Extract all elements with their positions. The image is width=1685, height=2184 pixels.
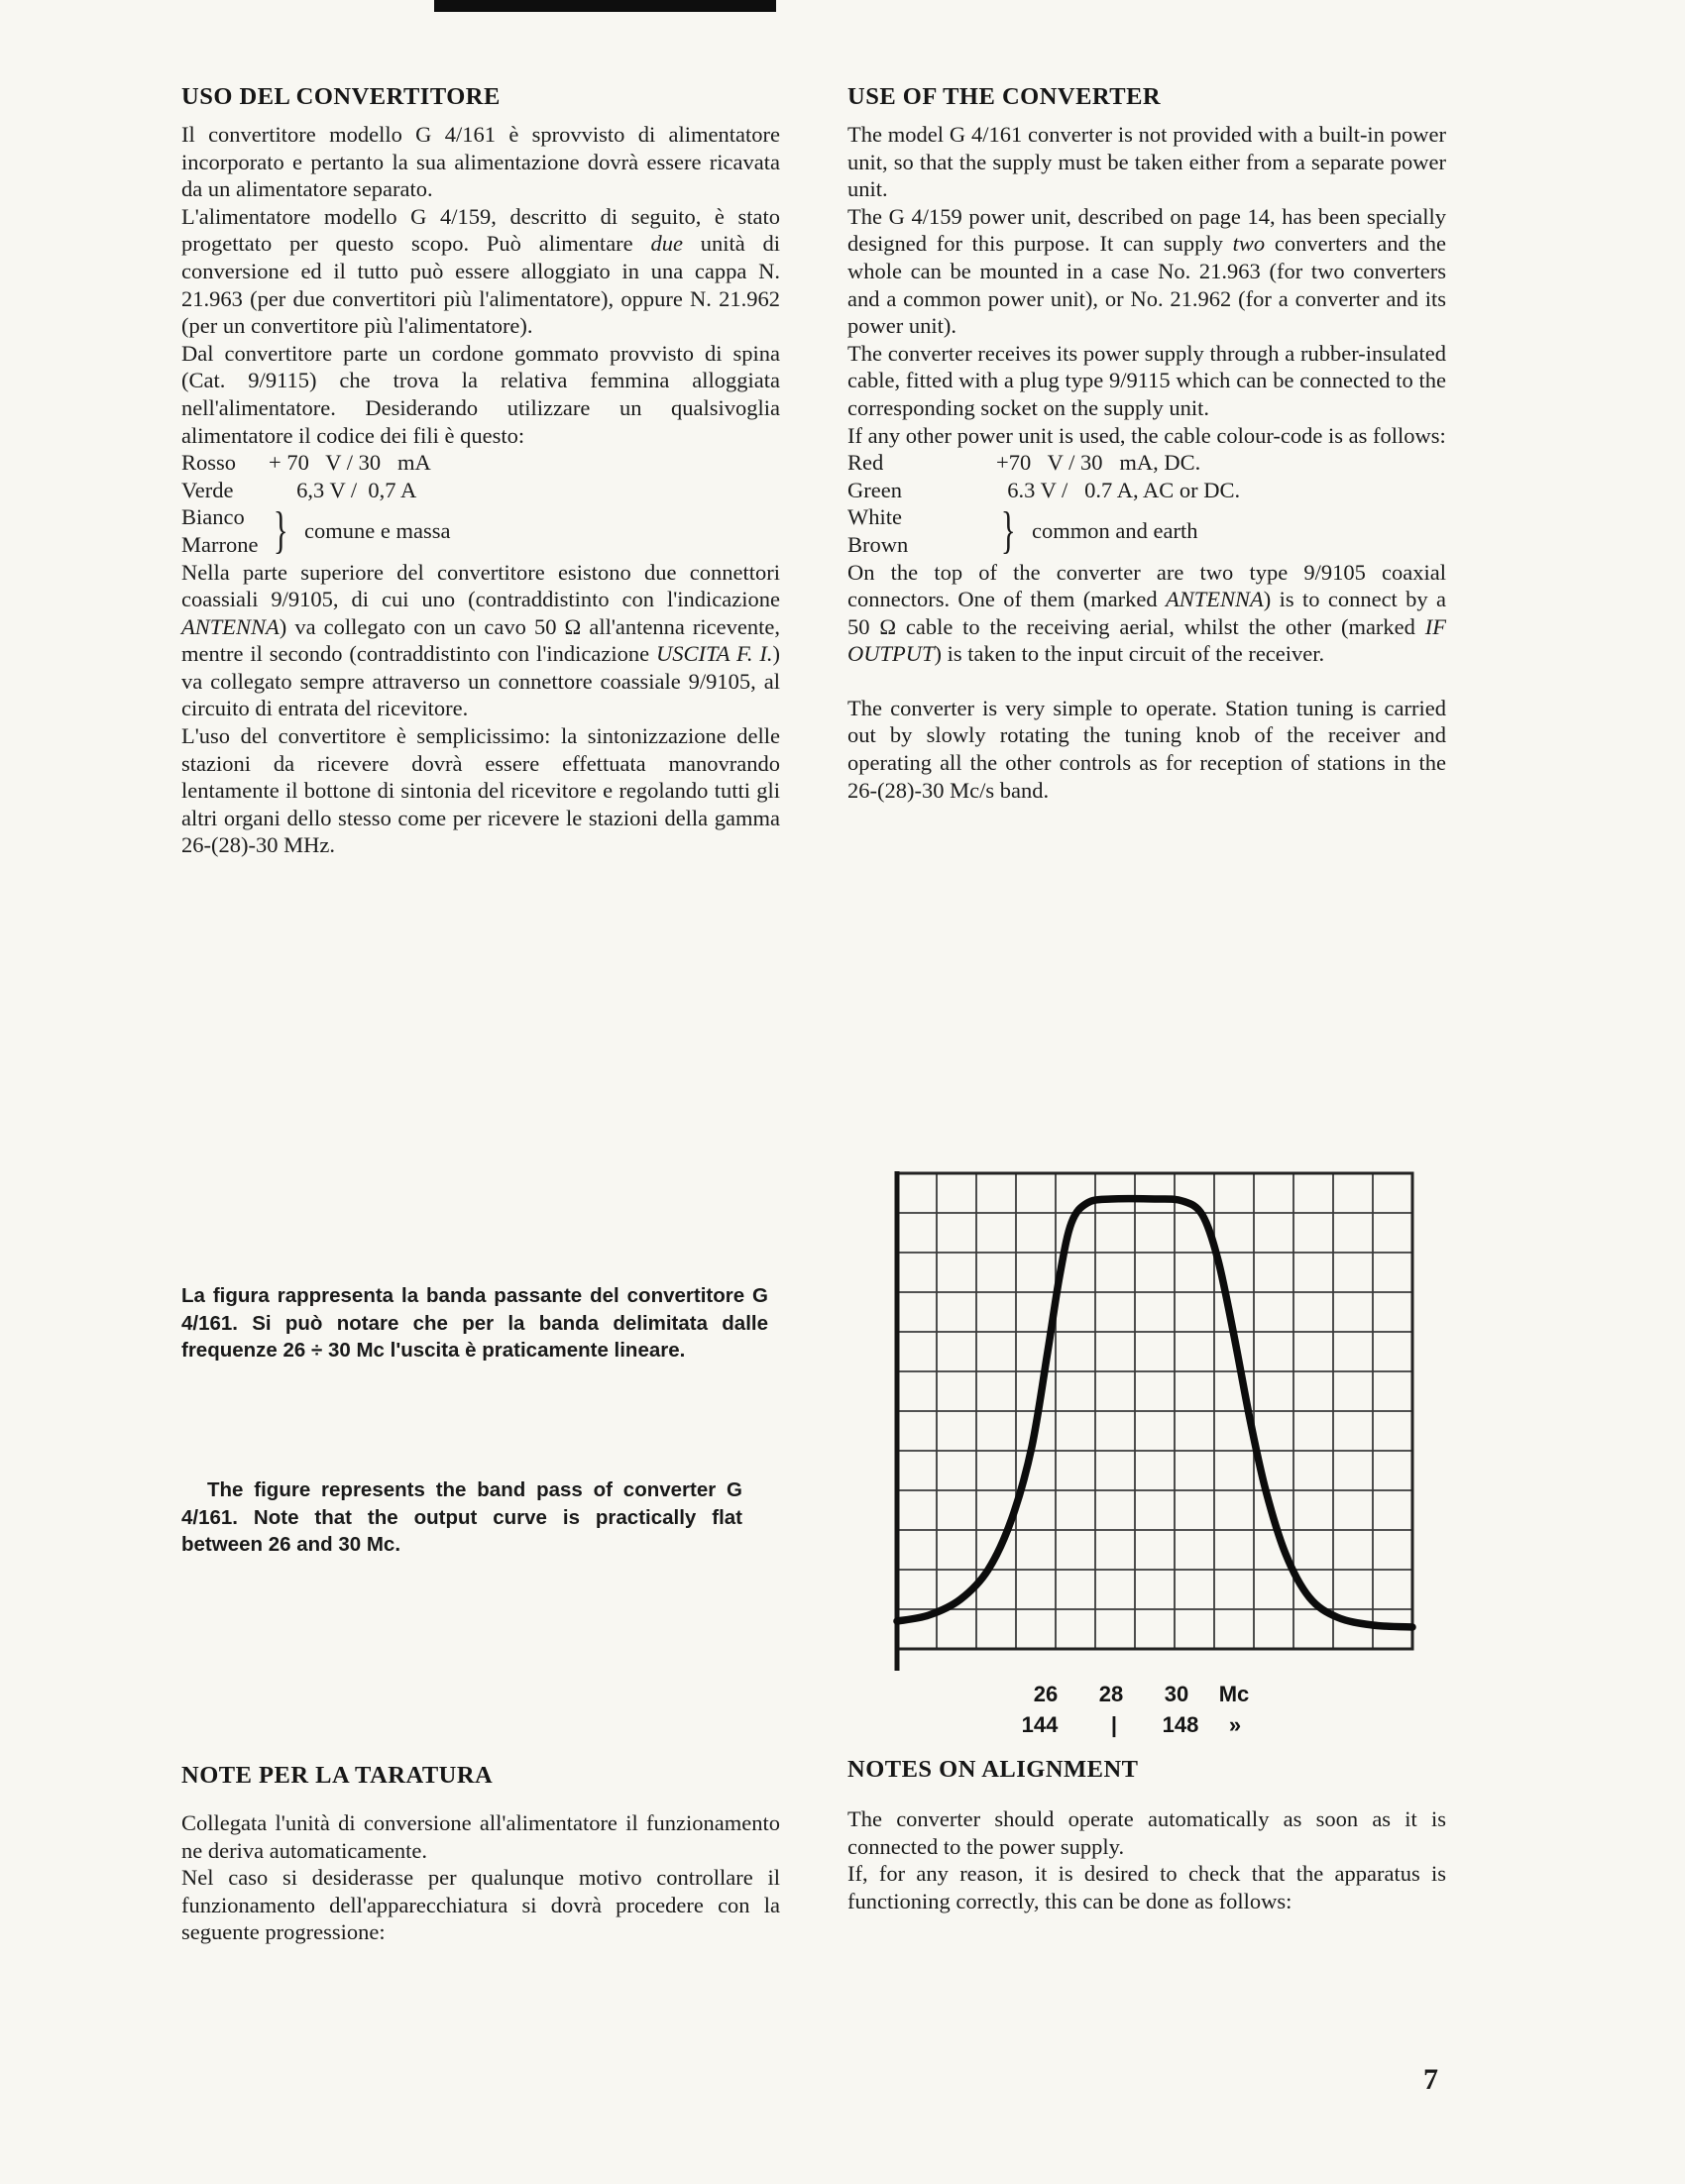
x-axis-primary-labels [891, 1682, 1418, 1710]
colour-label: Marrone [181, 531, 259, 557]
paragraph: Nel caso si desiderasse per qualunque motivo controllare il funzionamento dell'apparecchiatura si dovrà procedere con la seguente progressione: [181, 1865, 780, 1945]
tick-mark: | [1110, 1712, 1118, 1737]
colour-value: 6,3 V / 0,7 A [269, 477, 417, 502]
paragraph: Dal convertitore parte un cordone gommato provvisto di spina (Cat. 9/9115) che trova la relativa femmina alloggiata nell'alimentatore. Desiderando utilizzare un qualsivoglia alimentatore il codice dei fili è questo: [181, 340, 780, 448]
colour-code-row [181, 477, 780, 504]
brace-glyph: } [273, 501, 288, 559]
colour-label: Verde [181, 477, 234, 502]
x-tick-label: 148 [1162, 1712, 1199, 1737]
x-tick-label: 28 [1098, 1682, 1124, 1706]
scan-artifact-bar [434, 0, 776, 12]
column-italian [181, 121, 780, 859]
heading-use-of-the-converter: USE OF THE CONVERTER [847, 83, 1162, 110]
paragraph: The model G 4/161 converter is not provided with a built-in power unit, so that the supply must be taken either from a separate power unit. [847, 122, 1446, 202]
brace-glyph: } [1000, 501, 1016, 559]
x-axis-unit-label: Mc [1218, 1682, 1250, 1706]
paragraph: The converter should operate automatically as soon as it is connected to the power supply. [847, 1806, 1446, 1859]
colour-value: + 70 V / 30 mA [269, 450, 431, 476]
colour-brace-labels [847, 503, 996, 558]
paragraph: L'alimentatore modello G 4/159, descritto di seguito, è stato progettato per questo scopo. Può alimentare due unità di conversione ed il tutto può essere alloggiato in una cappa N. 21.963 (per due convertitori più l'alimentatore), oppure N. 21.962 (per un convertitore più l'alimentatore). [181, 203, 780, 339]
colour-brace-labels [181, 503, 269, 558]
column-english [847, 121, 1446, 804]
heading-note-per-la-taratura: NOTE PER LA TARATURA [181, 1762, 494, 1789]
wire-colour-code-italian [181, 449, 780, 558]
x-axis-secondary-labels [891, 1712, 1418, 1741]
x-tick-label: 30 [1164, 1682, 1189, 1706]
paragraph: Nella parte superiore del convertitore esistono due connettori coassiali 9/9105, di cui uno (contraddistinto con l'indicazione ANTENNA) va collegato con un cavo 50 Ω all'antenna ricevente, mentre il secondo (contraddistinto con l'indicazione USCITA F. I.) va collegato sempre attraverso un connettore coassiale 9/9105, al circuito di entrata del ricevitore. [181, 559, 780, 721]
paragraph: If any other power unit is used, the cable colour-code is as follows: [847, 422, 1446, 448]
colour-value: +70 V / 30 mA, DC. [996, 450, 1201, 476]
colour-label: Green [847, 477, 902, 502]
figure-caption-english: The figure represents the band pass of converter G 4/161. Note that the output curve is practically flat between 26 and 30 Mc. [181, 1478, 742, 1556]
heading-uso-del-convertitore: USO DEL CONVERTITORE [181, 83, 501, 110]
colour-label: White [847, 504, 902, 530]
ditto-mark: » [1228, 1712, 1242, 1737]
colour-code-row [847, 477, 1446, 504]
paragraph: The G 4/159 power unit, described on page 14, has been specially designed for this purpose. It can supply two converters and the whole can be mounted in a case No. 21.963 (for two converters and a common power unit), or No. 21.962 (for a converter and its power unit). [847, 203, 1446, 339]
bandpass-chart [891, 1167, 1418, 1675]
paragraph: L'uso del convertitore è semplicissimo: la sintonizzazione delle stazioni da ricevere dovrà essere effettuata manovrando lentamente il bottone di sintonia del ricevitore e regolando tutti gli altri organi dello stesso come per ricevere le stazioni della gamma 26-(28)-30 MHz. [181, 723, 780, 858]
figure-caption-italian: La figura rappresenta la banda passante del convertitore G 4/161. Si può notare che per la banda delimitata dalle frequenze 26 ÷ 30 Mc l'uscita è praticamente lineare. [181, 1284, 768, 1362]
heading-notes-on-alignment: NOTES ON ALIGNMENT [847, 1756, 1139, 1783]
column-italian-alignment [181, 1809, 780, 1946]
paragraph: Collegata l'unità di conversione all'alimentatore il funzionamento ne deriva automaticamente. [181, 1810, 780, 1863]
colour-label: Bianco [181, 504, 245, 530]
colour-code-brace-group [847, 503, 1446, 558]
x-tick-label: 144 [1021, 1712, 1059, 1737]
wire-colour-code-english [847, 449, 1446, 558]
colour-code-row [847, 449, 1446, 477]
column-english-alignment [847, 1805, 1446, 1914]
paragraph: The converter is very simple to operate. Station tuning is carried out by slowly rotating the tuning knob of the receiver and operating all the other controls as for reception of stations in the 26-(28)-30 Mc/s band. [847, 695, 1446, 803]
colour-label: Rosso [181, 450, 237, 476]
paragraph: If, for any reason, it is desired to check that the apparatus is functioning correctly, this can be done as follows: [847, 1861, 1446, 1913]
brace-text: common and earth [1032, 518, 1198, 544]
colour-value: 6.3 V / 0.7 A, AC or DC. [996, 477, 1241, 502]
colour-label: Brown [847, 531, 909, 557]
paragraph: On the top of the converter are two type 9/9105 coaxial connectors. One of them (marked ANTENNA) is to connect by a 50 Ω cable to the receiving aerial, whilst the other (marked IF OUTPUT) is taken to the input circuit of the receiver. [847, 559, 1446, 667]
paragraph: The converter receives its power supply through a rubber-insulated cable, fitted with a plug type 9/9115 which can be connected to the corresponding socket on the supply unit. [847, 340, 1446, 420]
page-number: 7 [1423, 2063, 1438, 2096]
colour-code-brace-group [181, 503, 780, 558]
colour-code-row [181, 449, 780, 477]
brace-text: comune e massa [304, 518, 451, 544]
paragraph: Il convertitore modello G 4/161 è sprovvisto di alimentatore incorporato e pertanto la sua alimentazione dovrà essere ricavata da un alimentatore separato. [181, 122, 780, 202]
bandpass-figure [891, 1167, 1418, 1741]
x-tick-label: 26 [1033, 1682, 1059, 1706]
colour-label: Red [847, 450, 884, 476]
